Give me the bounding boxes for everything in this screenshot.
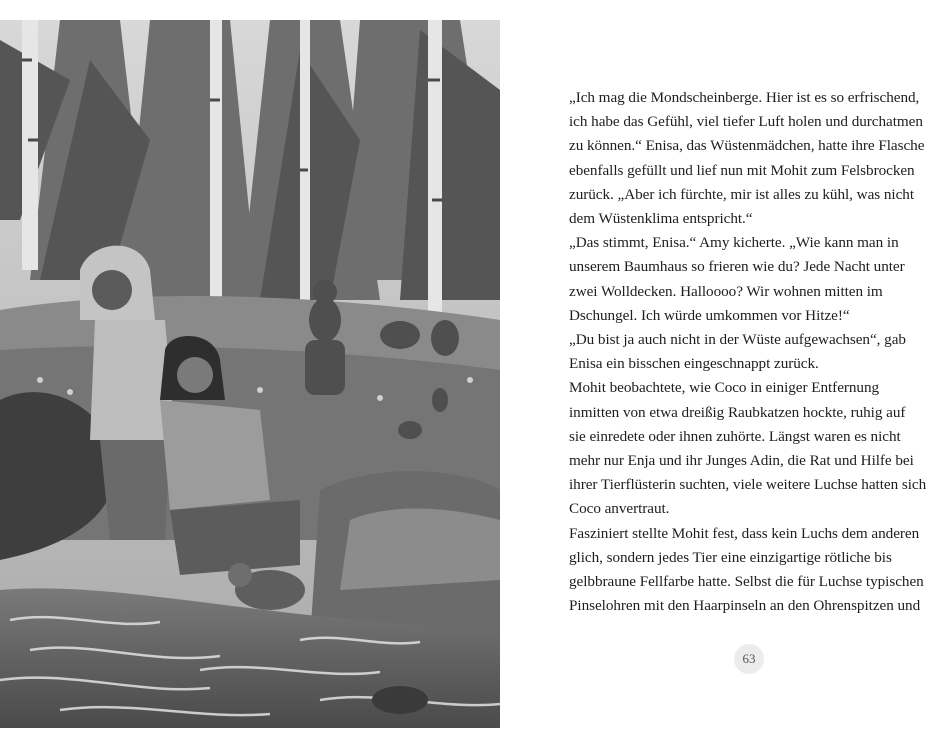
text-line: sie einredete oder ihnen zuhörte. Längst waren es nicht [569, 427, 901, 445]
forest-river-scene-icon [0, 20, 500, 728]
text-line: Coco anvertraut. [569, 500, 670, 518]
text-line: Dschungel. Ich würde umkommen vor Hitze!“ [569, 306, 850, 324]
text-line: Enisa ein bisschen eingeschnappt zurück. [569, 355, 819, 373]
text-line: zu können.“ Enisa, das Wüstenmädchen, hatte ihre Flasche [569, 137, 925, 155]
text-line: Fasziniert stellte Mohit fest, dass kein Luchs dem anderen [569, 524, 920, 542]
forest-river-illustration [0, 20, 500, 728]
text-line: mehr nur Enja und ihr Junges Adin, die Rat und Hilfe bei [569, 452, 914, 470]
text-line: gelbbraune Fellfarbe hatte. Selbst die für Luchse typischen [569, 573, 924, 591]
text-line: „Ich mag die Mondscheinberge. Hier ist es so erfrischend, [569, 89, 920, 106]
text-line: ihrer Tierflüsterin suchten, viele weitere Luchse hatten sich [569, 476, 927, 494]
text-line: inmitten von etwa dreißig Raubkatzen hockte, ruhig auf [569, 403, 906, 421]
story-text [569, 86, 931, 618]
text-line: unserem Baumhaus so frieren wie du? Jede Nacht unter [569, 258, 905, 276]
page-number: 63 [734, 644, 764, 674]
text-line: Mohit beobachtete, wie Coco in einiger Entfernung [569, 379, 880, 397]
text-line: dem Wüstenklima entspricht.“ [569, 210, 753, 228]
text-line: glich, sondern jedes Tier eine einzigartige rötliche bis [569, 548, 892, 566]
text-line: Pinselohren mit den Haarpinseln an den Ohrenspitzen und [569, 597, 921, 615]
text-line: zurück. „Aber ich fürchte, mir ist alles zu kühl, was nicht [569, 185, 914, 203]
text-line: ebenfalls gefüllt und lief nun mit Mohit zum Felsbrocken [569, 161, 915, 179]
text-line: „Das stimmt, Enisa.“ Amy kicherte. „Wie kann man in [569, 234, 899, 252]
text-line: zwei Wolldecken. Halloooo? Wir wohnen mitten im [569, 282, 883, 300]
text-line: „Du bist ja auch nicht in der Wüste aufgewachsen“, gab [569, 331, 906, 349]
text-line: ich habe das Gefühl, viel tiefer Luft holen und durchatmen [569, 113, 923, 131]
